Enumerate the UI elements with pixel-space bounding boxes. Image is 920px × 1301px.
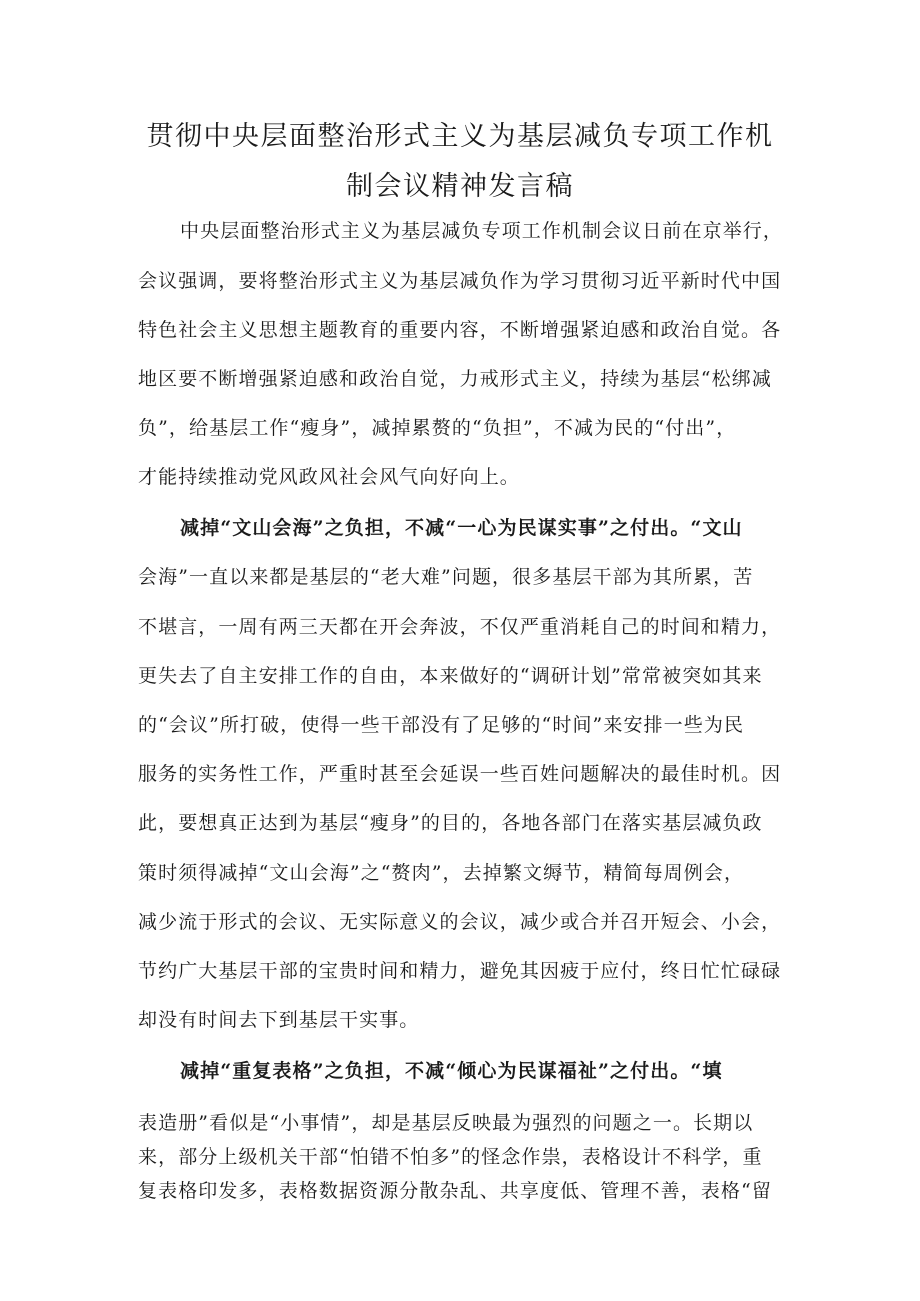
paragraph-2-first-tail: “文山 [690, 517, 743, 539]
paragraph-2-line: 更失去了自主安排工作的自由，本来做好的“调研计划”常常被突如其来 [138, 665, 763, 687]
paragraph-2-line: 此，要想真正达到为基层“瘦身”的目的，各地各部门在落实基层减负政 [138, 812, 763, 834]
paragraph-2-line: 不堪言，一周有两三天都在开会奔波，不仅严重消耗自己的时间和精力， [138, 616, 782, 638]
document-title-line-1: 贯彻中央层面整治形式主义为基层减负专项工作机 [146, 121, 774, 152]
paragraph-3-first-tail: “填 [690, 1060, 723, 1082]
paragraph-2-first-line [180, 519, 788, 538]
paragraph-1-line: 会议强调，要将整治形式主义为基层减负作为学习贯彻习近平新时代中国 [138, 270, 782, 292]
paragraph-3-line: 复表格印发多，表格数据资源分散杂乱、共享度低、管理不善，表格“留 [138, 1180, 772, 1202]
paragraph-1-line: 负”，给基层工作“瘦身”，减掉累赘的“负担”，不减为民的“付出”， [138, 417, 737, 439]
paragraph-2-line: 节约广大基层干部的宝贵时间和精力，避免其因疲于应付，终日忙忙碌碌 [138, 960, 782, 982]
paragraph-1-line: 中央层面整治形式主义为基层减负专项工作机制会议日前在京举行， [180, 220, 784, 242]
paragraph-2-line: 却没有时间去下到基层干实事。 [138, 1009, 420, 1031]
paragraph-1-line: 地区要不断增强紧迫感和政治自觉，力戒形式主义，持续为基层“松绑减 [138, 368, 772, 390]
paragraph-3-line: 来，部分上级机关干部“怕错不怕多”的怪念作祟，表格设计不科学，重 [138, 1146, 763, 1168]
paragraph-3-line: 表造册”看似是“小事情”，却是基层反映最为强烈的问题之一。长期以 [138, 1112, 754, 1134]
paragraph-2-heading: 减掉“文山会海”之负担，不减“一心为民谋实事”之付出。 [180, 517, 691, 539]
document-title-line-2: 制会议精神发言稿 [346, 171, 574, 202]
paragraph-3-first-line [180, 1062, 788, 1081]
paragraph-2-line: 的“会议”所打破，使得一些干部没有了足够的“时间”来安排一些为民 [138, 714, 745, 736]
paragraph-2-line: 策时须得减掉“文山会海”之“赘肉”，去掉繁文缛节，精简每周例会， [138, 862, 745, 884]
paragraph-2-line: 会海”一直以来都是基层的“老大难”问题，很多基层干部为其所累，苦 [138, 566, 754, 588]
paragraph-2-line: 服务的实务性工作，严重时甚至会延误一些百姓问题解决的最佳时机。因 [138, 763, 782, 785]
paragraph-1-line: 才能持续推动党风政风社会风气向好向上。 [138, 466, 520, 488]
paragraph-1-line: 特色社会主义思想主题教育的重要内容，不断增强紧迫感和政治自觉。各 [138, 319, 782, 341]
paragraph-2-line: 减少流于形式的会议、无实际意义的会议，减少或合并召开短会、小会， [138, 911, 782, 933]
paragraph-3-heading: 减掉“重复表格”之负担，不减“倾心为民谋福祉”之付出。 [180, 1060, 691, 1082]
